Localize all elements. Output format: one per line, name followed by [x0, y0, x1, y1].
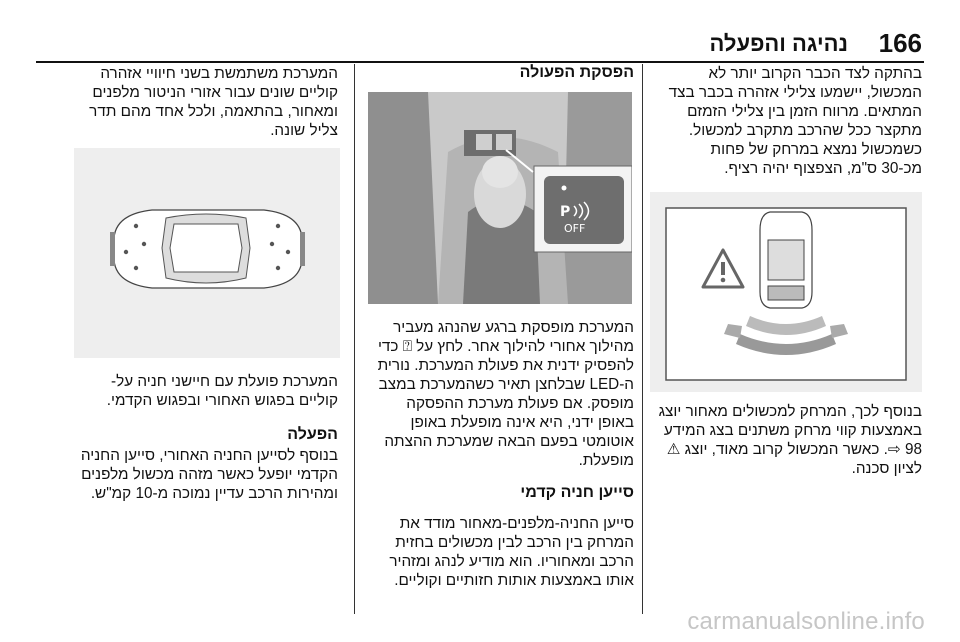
paragraph — [650, 64, 922, 178]
text-line: המכשול, יישמעו צלילי אזהרה בכבר בצד — [668, 84, 922, 101]
paragraph — [650, 402, 922, 478]
text-line: מהילוך אחורי להילוך אחר. לחץ על ⍰ כדי — [377, 338, 634, 355]
front-rear-sensor-illustration — [74, 148, 340, 358]
text-line: ה-LED שבלחצן תאיר כשהמערכת במצב — [378, 376, 634, 393]
left-column — [74, 64, 338, 140]
text-line: אוטומטי בפעם הבאה שמערכת ההצתה — [384, 433, 634, 450]
text-line: מופעלת. — [578, 452, 634, 469]
watermark: carmanualsonline.info — [687, 608, 925, 635]
text-line: באמצעות קווי מרחק משתנים בצג המידע — [663, 422, 922, 439]
text-line: לציון סכנה. — [851, 460, 922, 477]
column-divider — [354, 64, 355, 614]
text-line: הקדמי יופעל כאשר מזהה מכשול מלפנים — [81, 466, 338, 483]
header-rule — [36, 61, 924, 63]
parking-button-console-photo — [368, 92, 632, 304]
paragraph — [74, 372, 338, 410]
column-divider — [642, 64, 643, 614]
paragraph — [362, 514, 634, 590]
page-number: 166 — [878, 28, 922, 58]
text-line: מופסק. אם פעולת מערכת ההפסקה — [406, 395, 634, 412]
text-line: אותו באמצעות אותות חזותיים וקוליים. — [394, 572, 634, 589]
text-line: 98 ⇨. כאשר המכשול קרוב מאוד, יוצג ⚠ — [666, 441, 922, 458]
text-line: מתקצר ככל שהרכב מתקרב למכשול. — [688, 122, 922, 139]
text-line: להפסיק ידנית את פעולת המערכת. נורית — [377, 357, 634, 374]
text-line: בהתקה לצד הכבר הקרוב יותר לא — [708, 65, 922, 82]
text-line: המערכת פועלת עם חיישני חניה על- — [111, 373, 338, 390]
text-line: המערכת מופסקת ברגע שהנהג מעביר — [393, 319, 634, 336]
chapter-title: נהיגה והפעלה — [709, 31, 848, 56]
section-heading: הפסקת הפעולה — [519, 64, 634, 81]
text-line: המתאים. מרווח הזמן בין צלילי הזמזם — [687, 103, 922, 120]
text-line: בנוסף לסייען החניה האחורי, סייען החניה — [80, 447, 338, 464]
text-line: ומאחור, בהתאמה, ולכל אחד מהם תדר — [89, 103, 338, 120]
left-column-lower — [74, 372, 338, 503]
page-header — [0, 0, 960, 58]
text-line: באופן ידני, היא אינה מופעלת באופן — [410, 414, 634, 431]
text-line: הרכב ומאחוריו. הוא מודיע לנהג ומזהיר — [389, 553, 634, 570]
paragraph — [74, 64, 338, 140]
middle-column-lower — [362, 318, 634, 590]
text-line: ומהירות הרכב עדיין נמוכה מ-10 קמ"ש. — [90, 485, 338, 502]
section-heading: הפעלה — [287, 426, 338, 443]
paragraph — [74, 446, 338, 503]
text-line: כשמכשול נמצא במרחק של פחות — [710, 141, 922, 158]
svg-text:P: P — [560, 204, 571, 220]
text-line: מכ-30 ס"מ, הצפצוף יהיה רציף. — [724, 160, 922, 177]
right-column-lower — [650, 402, 922, 478]
text-line: בנוסף לכך, המרחק למכשולים מאחור יוצג — [658, 403, 922, 420]
rear-parking-illustration — [650, 192, 922, 392]
text-line: קוליים בפגוש האחורי ובפגוש הקדמי. — [106, 392, 338, 409]
text-line: סייען החניה-מלפנים-מאחור מודד את — [399, 515, 634, 532]
off-label: OFF — [564, 222, 586, 235]
section-heading: סייען חניה קדמי — [520, 484, 634, 501]
text-line: צליל שונה. — [270, 122, 338, 139]
middle-column — [362, 64, 634, 82]
text-line: המרחק בין הרכב לבין מכשולים בחזית — [395, 534, 634, 551]
right-column — [650, 64, 922, 178]
text-line: קוליים שונים עבור אזורי הניטור מלפנים — [92, 84, 338, 101]
text-line: המערכת משתמשת בשני חיוויי אזהרה — [100, 65, 338, 82]
paragraph — [362, 318, 634, 470]
